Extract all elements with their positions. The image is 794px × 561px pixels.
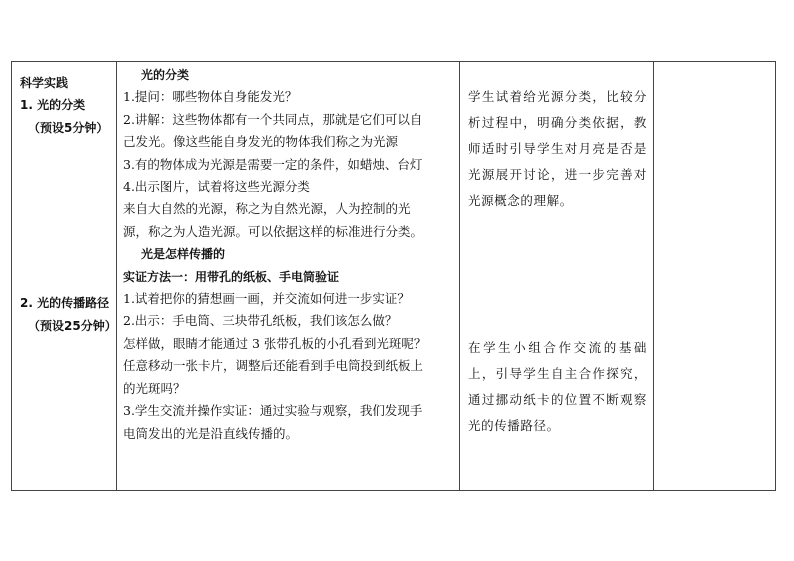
student-note-propagation: 在学生小组合作交流的基础上，引导学生自主合作探究，通过挪动纸卡的位置不断观察光的传播路径。 (468, 340, 647, 433)
section-title: 科学实践 (20, 76, 69, 90)
text-line: 源，称之为人造光源。可以依据这样的标准进行分类。 (123, 223, 424, 239)
text-line: 2.讲解：这些物体都有一个共同点，那就是它们可以自 (123, 111, 423, 127)
text-line: 2.出示：手电筒、三块带孔纸板，我们该怎么做？ (123, 313, 398, 329)
section-column (12, 62, 117, 491)
teacher-activity-column (117, 62, 460, 491)
text-line: 1.试着把你的猜想画一画，并交流如何进一步实证？ (123, 291, 410, 307)
method-title: 实证方法一：用带孔的纸板、手电筒验证 (123, 269, 340, 284)
item2-time: （预设25分钟） (28, 318, 117, 333)
text-line: 3.学生交流并操作实证：通过实验与观察，我们发现手 (123, 403, 423, 419)
student-note-classification: 学生试着给光源分类，比较分析过程中，明确分类依据，教师适时引导学生对月亮是否是光源展开讨论，进一步完善对光源概念的理解。 (468, 89, 647, 208)
empty-column (654, 62, 776, 491)
text-line: 来自大自然的光源，称之为自然光源，人为控制的光 (123, 201, 411, 217)
text-line: 3.有的物体成为光源是需要一定的条件，如蜡烛、台灯 (123, 156, 423, 172)
table-row (12, 62, 776, 491)
text-line: 己发光。像这些能自身发光的物体我们称之为光源 (123, 134, 399, 150)
text-line: 4.出示图片，试着将这些光源分类 (123, 179, 310, 195)
text-line: 怎样做，眼睛才能通过 3 张带孔板的小孔看到光斑呢？ (123, 335, 427, 351)
heading-light-classification: 光的分类 (141, 68, 190, 82)
text-line: 任意移动一张卡片，调整后还能看到手电筒投到纸板上 (123, 358, 424, 374)
student-activity-column (460, 62, 654, 491)
item2-title: 2. 光的传播路径 (20, 296, 110, 311)
text-line: 1.提问：哪些物体自身能发光？ (123, 89, 298, 105)
item1-title: 1. 光的分类 (20, 98, 86, 113)
text-line: 的光斑吗？ (123, 380, 186, 396)
text-line: 电筒发出的光是沿直线传播的。 (123, 425, 299, 441)
heading-light-propagation: 光是怎样传播的 (141, 247, 226, 262)
item1-time: （预设5分钟） (28, 120, 109, 135)
lesson-plan-table (11, 61, 776, 491)
